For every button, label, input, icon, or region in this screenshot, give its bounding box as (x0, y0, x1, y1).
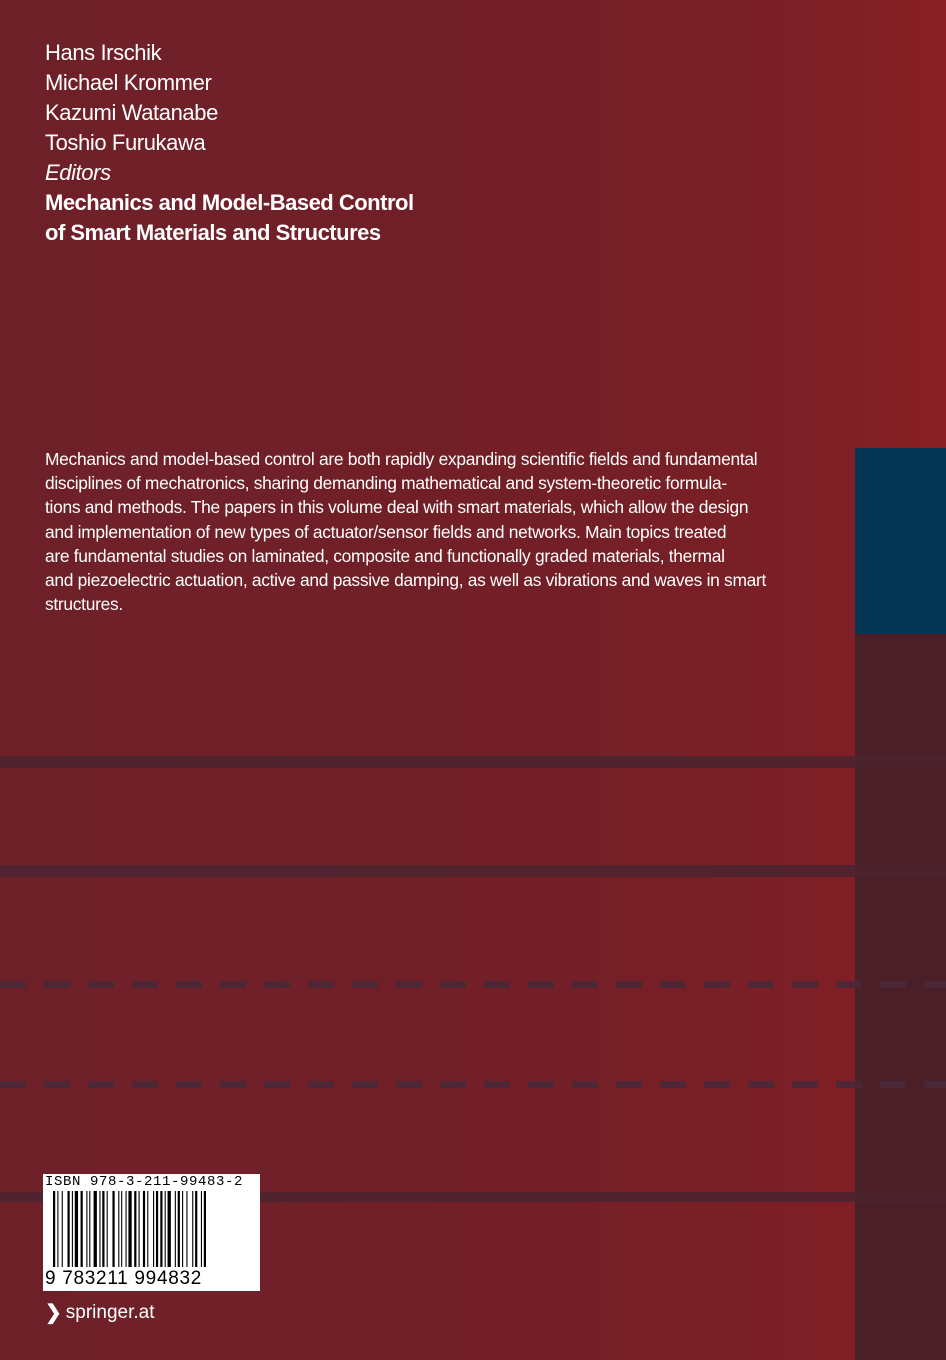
isbn-barcode (43, 1174, 260, 1291)
blurb-line: are fundamental studies on laminated, composite and functionally graded materials, thermal (45, 545, 725, 566)
editor-name: Kazumi Watanabe (45, 100, 218, 125)
blurb-line: tions and methods. The papers in this volume deal with smart materials, which allow the design (45, 497, 749, 518)
blue-color-block (855, 448, 946, 634)
dashed-stripe (0, 981, 946, 988)
editor-name: Hans Irschik (45, 40, 162, 65)
book-title-line-1: Mechanics and Model-Based Control (45, 190, 414, 215)
blurb-line: and implementation of new types of actuator/sensor fields and networks. Main topics treated (45, 521, 727, 542)
editors-label: Editors (45, 160, 111, 185)
editor-name: Toshio Furukawa (45, 130, 206, 155)
dark-side-strip (855, 634, 946, 1360)
isbn-text: ISBN 978-3-211-99483-2 (45, 1174, 244, 1190)
blurb-line: Mechanics and model-based control are both rapidly expanding scientific fields and fundamental (45, 449, 758, 469)
blurb-line: disciplines of mechatronics, sharing demanding mathematical and system-theoretic formula- (45, 473, 727, 494)
publisher-link[interactable] (45, 1300, 155, 1326)
book-title (45, 188, 414, 248)
editor-name: Michael Krommer (45, 70, 212, 95)
chevron-right-icon: ❯ (45, 1302, 62, 1324)
blurb-line: and piezoelectric actuation, active and passive damping, as well as vibrations and waves in smart (45, 570, 767, 591)
barcode-bars (53, 1191, 253, 1271)
right-band-top (855, 0, 946, 448)
book-title-line-2: of Smart Materials and Structures (45, 220, 381, 245)
blurb-line: structures. (45, 594, 123, 615)
horizontal-stripe (0, 756, 946, 768)
barcode-digits: 9 783211 994832 (45, 1268, 203, 1289)
editors-block (45, 38, 218, 188)
dashed-stripe (0, 1081, 946, 1088)
description-blurb (45, 447, 785, 616)
horizontal-stripe (0, 865, 946, 877)
publisher-url: springer.at (65, 1302, 155, 1323)
